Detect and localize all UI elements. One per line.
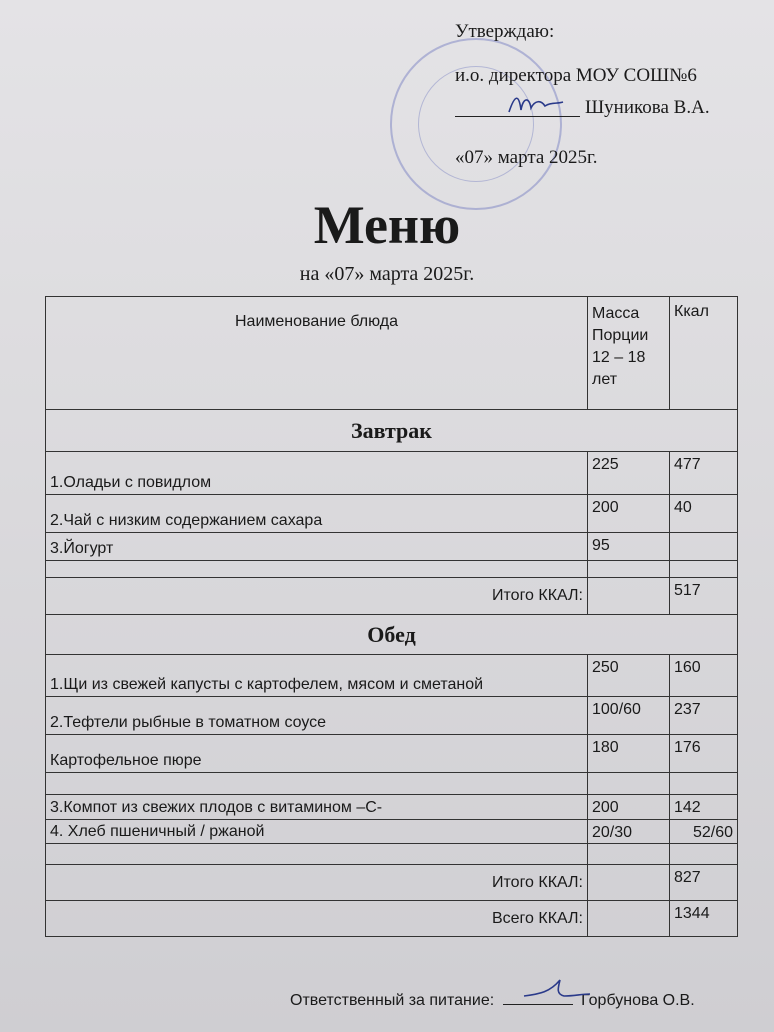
dish-name: 1.Оладьи с повидлом bbox=[46, 452, 588, 495]
dish-kcal: 142 bbox=[670, 795, 738, 820]
dish-mass bbox=[588, 561, 670, 578]
table-row bbox=[46, 773, 738, 795]
dish-name: 2.Чай с низким содержанием сахара bbox=[46, 495, 588, 533]
dish-kcal: 40 bbox=[670, 495, 738, 533]
section-row bbox=[46, 615, 738, 655]
page-title: Меню bbox=[313, 195, 461, 255]
total-row bbox=[46, 865, 738, 901]
header-mass bbox=[588, 297, 670, 410]
dish-name: Картофельное пюре bbox=[46, 735, 588, 773]
approval-heading: Утверждаю: bbox=[455, 21, 555, 42]
dish-kcal: 52/60 bbox=[670, 820, 738, 844]
dish-kcal bbox=[670, 844, 738, 865]
dish-kcal: 160 bbox=[670, 655, 738, 697]
header-mass-line: лет bbox=[592, 371, 618, 388]
table-row bbox=[46, 533, 738, 561]
dish-mass: 200 bbox=[588, 795, 670, 820]
dish-kcal: 237 bbox=[670, 697, 738, 735]
grand-total-mass-cell bbox=[588, 901, 670, 937]
approval-position: и.о. директора МОУ СОШ№6 bbox=[455, 65, 697, 86]
grand-total-row bbox=[46, 901, 738, 937]
dish-name bbox=[46, 561, 588, 578]
table-row bbox=[46, 795, 738, 820]
grand-total-value: 1344 bbox=[670, 901, 738, 937]
approval-name: Шуникова В.А. bbox=[585, 97, 710, 118]
header-mass-line: Масса bbox=[592, 305, 640, 322]
responsible-label: Ответственный за питание: bbox=[290, 992, 495, 1009]
dish-name: 2.Тефтели рыбные в томатном соусе bbox=[46, 697, 588, 735]
responsible-signature bbox=[520, 976, 592, 1002]
director-signature bbox=[505, 90, 565, 120]
responsible-signature-line bbox=[503, 1004, 573, 1005]
table-row bbox=[46, 655, 738, 697]
approval-date: «07» марта 2025г. bbox=[455, 147, 598, 168]
dish-mass: 100/60 bbox=[588, 697, 670, 735]
dish-kcal: 176 bbox=[670, 735, 738, 773]
dish-mass: 180 bbox=[588, 735, 670, 773]
section-row bbox=[46, 410, 738, 452]
menu-table bbox=[45, 296, 738, 937]
table-header-row bbox=[46, 297, 738, 410]
responsible-person bbox=[290, 992, 695, 1010]
table-row bbox=[46, 495, 738, 533]
dish-name: 3.Компот из свежих плодов с витамином –С- bbox=[46, 795, 588, 820]
school-stamp bbox=[390, 38, 562, 210]
table-row bbox=[46, 735, 738, 773]
table-row bbox=[46, 452, 738, 495]
dish-mass: 95 bbox=[588, 533, 670, 561]
total-value: 517 bbox=[670, 578, 738, 615]
dish-name bbox=[46, 844, 588, 865]
section-title: Завтрак bbox=[46, 410, 738, 452]
header-dish-name: Наименование блюда bbox=[46, 297, 588, 410]
total-label: Итого ККАЛ: bbox=[46, 578, 588, 615]
section-title: Обед bbox=[46, 615, 738, 655]
menu-date: на «07» марта 2025г. bbox=[299, 263, 475, 285]
header-mass-line: Порции bbox=[592, 327, 649, 344]
dish-kcal bbox=[670, 773, 738, 795]
dish-name: 4. Хлеб пшеничный / ржаной bbox=[46, 820, 588, 844]
total-mass-cell bbox=[588, 578, 670, 615]
dish-mass: 250 bbox=[588, 655, 670, 697]
dish-mass bbox=[588, 844, 670, 865]
dish-name: 1.Щи из свежей капусты с картофелем, мясом и сметаной bbox=[46, 655, 588, 697]
dish-name bbox=[46, 773, 588, 795]
dish-name: 3.Йогурт bbox=[46, 533, 588, 561]
dish-mass: 200 bbox=[588, 495, 670, 533]
table-row bbox=[46, 820, 738, 844]
total-row bbox=[46, 578, 738, 615]
header-mass-line: 12 – 18 bbox=[592, 349, 646, 366]
grand-total-label: Всего ККАЛ: bbox=[46, 901, 588, 937]
dish-kcal: 477 bbox=[670, 452, 738, 495]
dish-kcal bbox=[670, 561, 738, 578]
table-row bbox=[46, 561, 738, 578]
total-value: 827 bbox=[670, 865, 738, 901]
total-mass-cell bbox=[588, 865, 670, 901]
total-label: Итого ККАЛ: bbox=[46, 865, 588, 901]
responsible-name: Горбунова О.В. bbox=[581, 992, 695, 1009]
dish-mass bbox=[588, 773, 670, 795]
table-row bbox=[46, 697, 738, 735]
dish-kcal bbox=[670, 533, 738, 561]
table-row bbox=[46, 844, 738, 865]
dish-mass: 225 bbox=[588, 452, 670, 495]
dish-mass: 20/30 bbox=[588, 820, 670, 844]
header-kcal: Ккал bbox=[670, 297, 738, 410]
